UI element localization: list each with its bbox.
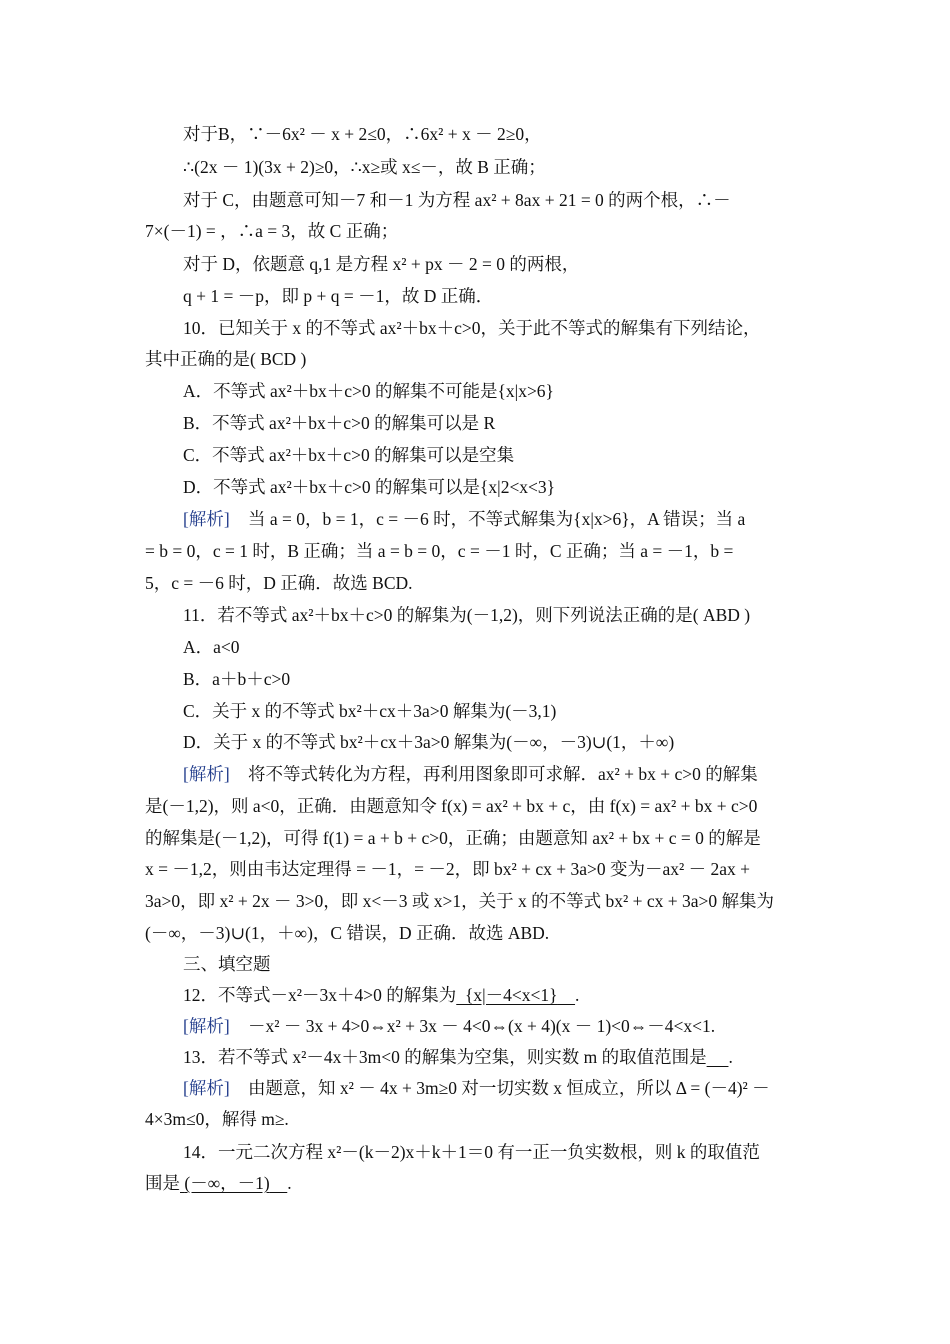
question-10-stem: 10．已知关于 x 的不等式 ax²＋bx＋c>0，关于此不等式的解集有下列结论， [183, 318, 761, 338]
question-14-line2 [145, 1171, 292, 1195]
option-a: A．a<0 [183, 637, 240, 657]
punct: . [287, 1173, 292, 1193]
analysis-text: 当 a = 0，b = 1，c = －6 时，不等式解集为{x|x>6}，A 错误；当 a [248, 509, 746, 529]
question-14-stem: 14．一元二次方程 x²－(k－2)x＋k＋1＝0 有一正一负实数根，则 k 的取值范 [183, 1142, 760, 1162]
answer-blank [180, 1173, 287, 1193]
analysis-tag: [解析] [183, 764, 230, 784]
option-b: B．a＋b＋c>0 [183, 669, 291, 689]
question-11-stem: 11．若不等式 ax²＋bx＋c>0 的解集为(－1,2)，则下列说法正确的是( ABD ) [183, 605, 751, 625]
option-b: B．不等式 ax²＋bx＋c>0 的解集可以是 R [183, 413, 496, 433]
section-heading: 三、填空题 [183, 954, 271, 974]
text-line: 3a>0，即 x² + 2x － 3>0，即 x<－3 或 x>1，关于 x 的不等式 bx² + cx + 3a>0 解集为 [145, 891, 774, 911]
option-a: A．不等式 ax²＋bx＋c>0 的解集不可能是{x|x>6} [183, 381, 554, 401]
option-d: D．关于 x 的不等式 bx²＋cx＋3a>0 解集为(－∞，－3)∪(1，＋∞) [183, 732, 675, 752]
analysis-text: －x² － 3x + 4>0⇔x² + 3x － 4<0⇔(x + 4)(x － 1)<0⇔－4<x<1. [248, 1016, 716, 1036]
text-line: 对于 D，依题意 q,1 是方程 x² + px － 2 = 0 的两根， [183, 254, 580, 274]
text-line: ∴(2x － 1)(3x + 2)≥0，∴x≥或 x≤－，故 B 正确； [183, 157, 546, 177]
analysis-tag: [解析] [183, 509, 230, 529]
text-line: 的解集是(－1,2)，可得 f(1) = a + b + c>0，正确；由题意知 ax² + bx + c = 0 的解是 [145, 828, 761, 848]
text-line: = b = 0，c = 1 时，B 正确；当 a = b = 0，c = －1 时，C 正确；当 a = －1，b = [145, 541, 734, 561]
question-12 [183, 983, 579, 1007]
text-line: q + 1 = －p，即 p + q = －1，故 D 正确． [183, 286, 494, 306]
answer-blank [456, 985, 575, 1005]
text-line: (－∞，－3)∪(1，＋∞)，C 错误，D 正确．故选 ABD. [145, 923, 550, 943]
text-line: 4×3m≤0，解得 m≥. [145, 1109, 289, 1129]
analysis-line [183, 1076, 770, 1100]
punct: . [728, 1047, 733, 1067]
analysis-tag: [解析] [183, 1016, 230, 1036]
question-13-stem: 13．若不等式 x²－4x＋3m<0 的解集为空集，则实数 m 的取值范围是 [183, 1047, 707, 1067]
question-10-answer-line: 其中正确的是( BCD ) [145, 349, 307, 369]
text-line: 5，c = －6 时，D 正确．故选 BCD. [145, 573, 413, 593]
question-13 [183, 1045, 733, 1069]
text-line: 对于 C，由题意可知－7 和－1 为方程 ax² + 8ax + 21 = 0 的两个根，∴－ [183, 190, 731, 210]
answer-blank [707, 1047, 729, 1067]
analysis-line [183, 507, 745, 531]
analysis-text: 将不等式转化为方程，再利用图象即可求解．ax² + bx + c>0 的解集 [248, 764, 758, 784]
answer-text: (－∞，－1) [184, 1173, 270, 1193]
question-12-stem: 12．不等式－x²－3x＋4>0 的解集为 [183, 985, 457, 1005]
option-d: D．不等式 ax²＋bx＋c>0 的解集可以是{x|2<x<3} [183, 477, 556, 497]
analysis-line [183, 1014, 715, 1038]
option-c: C．关于 x 的不等式 bx²＋cx＋3a>0 解集为(－3,1) [183, 701, 557, 721]
analysis-text: 由题意，知 x² － 4x + 3m≥0 对一切实数 x 恒成立，所以 Δ = (－4)² － [248, 1078, 770, 1098]
analysis-tag: [解析] [183, 1078, 230, 1098]
text-line: 对于B，∵－6x² － x + 2≤0，∴6x² + x － 2≥0， [183, 124, 542, 144]
answer-text: {x|－4<x<1} [465, 985, 558, 1005]
text-line: 是(－1,2)，则 a<0，正确．由题意知令 f(x) = ax² + bx + c，由 f(x) = ax² + bx + c>0 [145, 796, 758, 816]
analysis-line [183, 762, 758, 786]
text-line: 7×(－1) = ，∴a = 3，故 C 正确； [145, 221, 399, 241]
punct: . [575, 985, 580, 1005]
question-14-text: 围是 [145, 1173, 180, 1193]
text-line: x = －1,2，则由韦达定理得 = －1，= －2，即 bx² + cx + 3a>0 变为－ax² － 2ax + [145, 859, 751, 879]
option-c: C．不等式 ax²＋bx＋c>0 的解集可以是空集 [183, 445, 515, 465]
